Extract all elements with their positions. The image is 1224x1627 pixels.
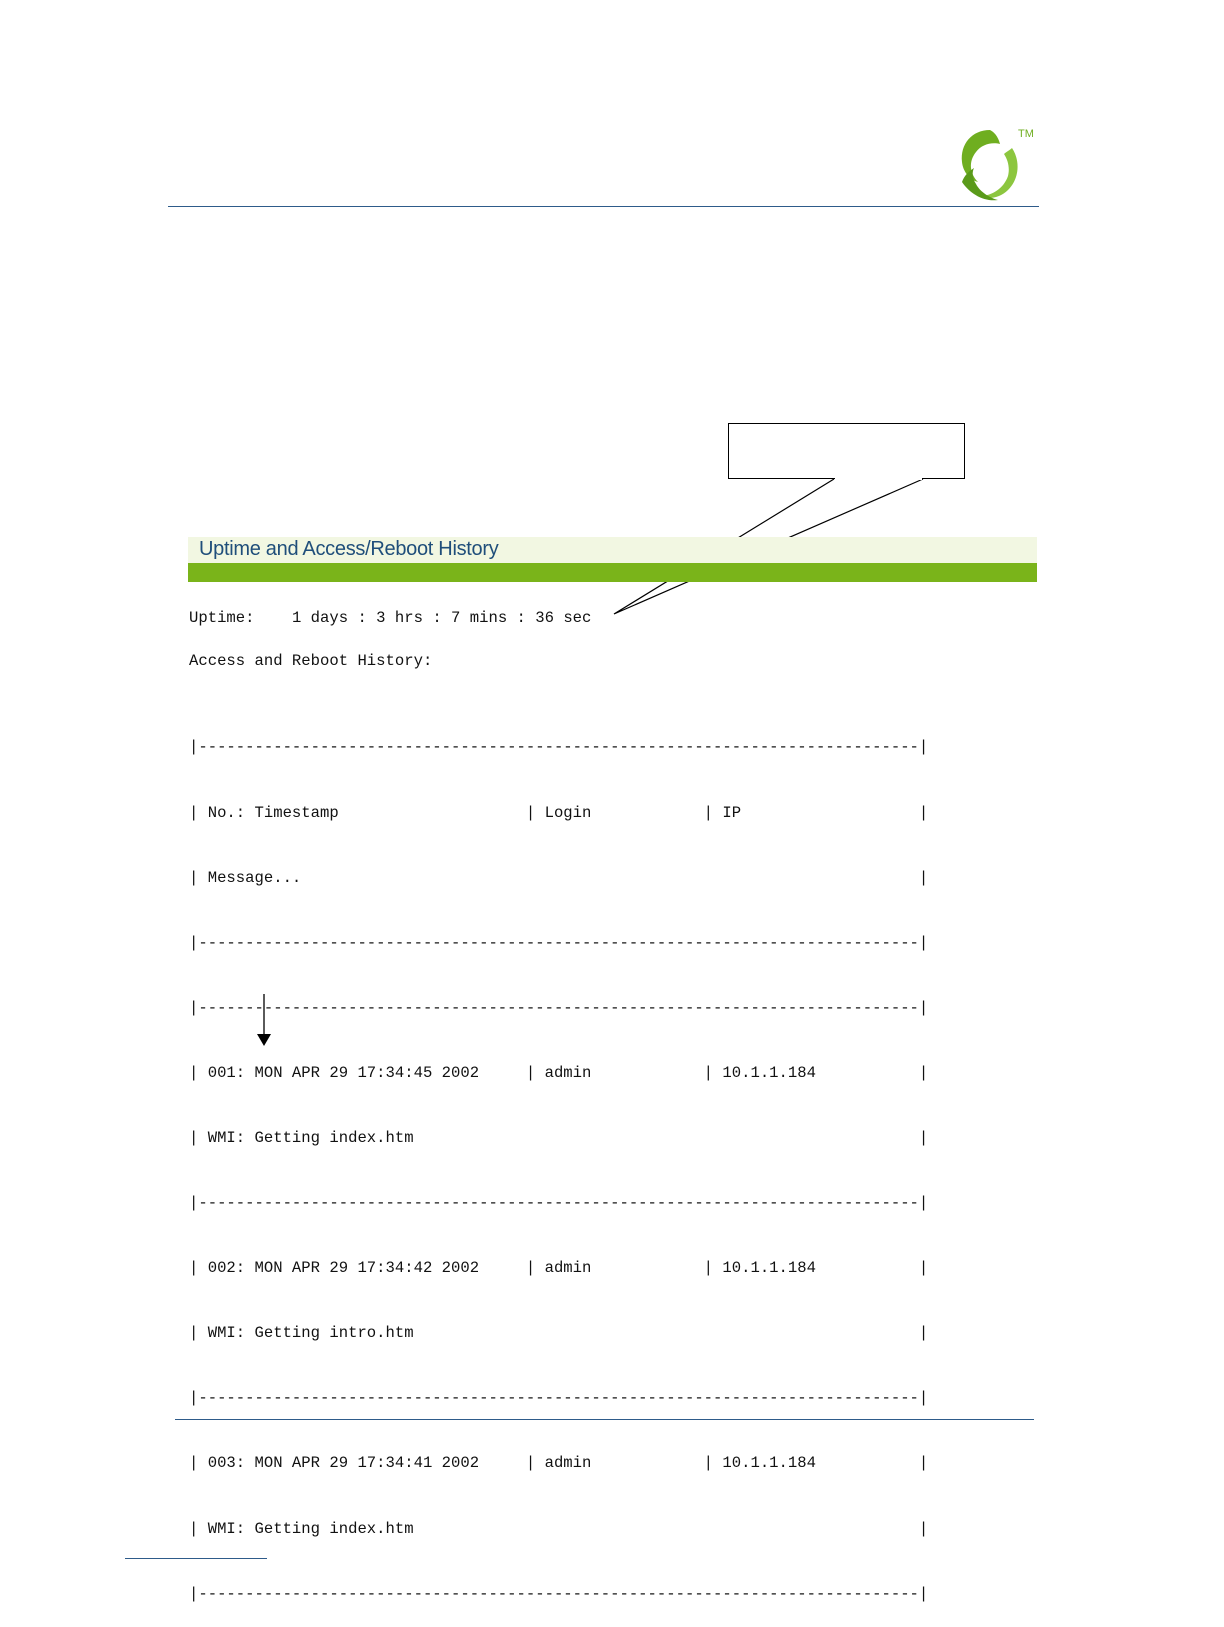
log-header-message: | Message... |	[189, 868, 929, 887]
footnote-rule	[125, 1558, 267, 1559]
log-border: |-----------------------------------------------------------------------------|	[189, 933, 929, 952]
log-border: |-----------------------------------------------------------------------------|	[189, 998, 929, 1017]
panel-title: Uptime and Access/Reboot History	[199, 538, 499, 560]
log-border: |-----------------------------------------------------------------------------|	[189, 1584, 929, 1603]
access-history-log	[189, 694, 928, 1627]
down-arrow-icon	[256, 994, 272, 1046]
log-header-row: | No.: Timestamp | Login | IP |	[189, 803, 929, 822]
uptime-label: Uptime:	[189, 609, 255, 627]
header-rule	[168, 206, 1039, 207]
panel-green-bar	[188, 563, 1037, 582]
footer-rule	[175, 1419, 1034, 1420]
log-entry-row: | 002: MON APR 29 17:34:42 2002 | admin | 10.1.1.184 |	[189, 1259, 929, 1278]
uptime-value: 1 days : 3 hrs : 7 mins : 36 sec	[291, 609, 592, 627]
log-entry-message: | WMI: Getting index.htm |	[189, 1519, 929, 1538]
log-border: |-----------------------------------------------------------------------------|	[189, 738, 929, 757]
log-entry-message: | WMI: Getting intro.htm |	[189, 1324, 929, 1343]
log-entry-row: | 001: MON APR 29 17:34:45 2002 | admin | 10.1.1.184 |	[189, 1063, 929, 1082]
log-border: |-----------------------------------------------------------------------------|	[189, 1389, 929, 1408]
trademark-mark: TM	[1018, 128, 1034, 140]
log-entry-row: | 003: MON APR 29 17:34:41 2002 | admin | 10.1.1.184 |	[189, 1454, 929, 1473]
log-border: |-----------------------------------------------------------------------------|	[189, 1194, 929, 1213]
brand-logo	[950, 124, 1040, 204]
history-label: Access and Reboot History:	[189, 652, 433, 670]
log-entry-message: | WMI: Getting index.htm |	[189, 1128, 929, 1147]
uptime-line	[189, 608, 591, 630]
